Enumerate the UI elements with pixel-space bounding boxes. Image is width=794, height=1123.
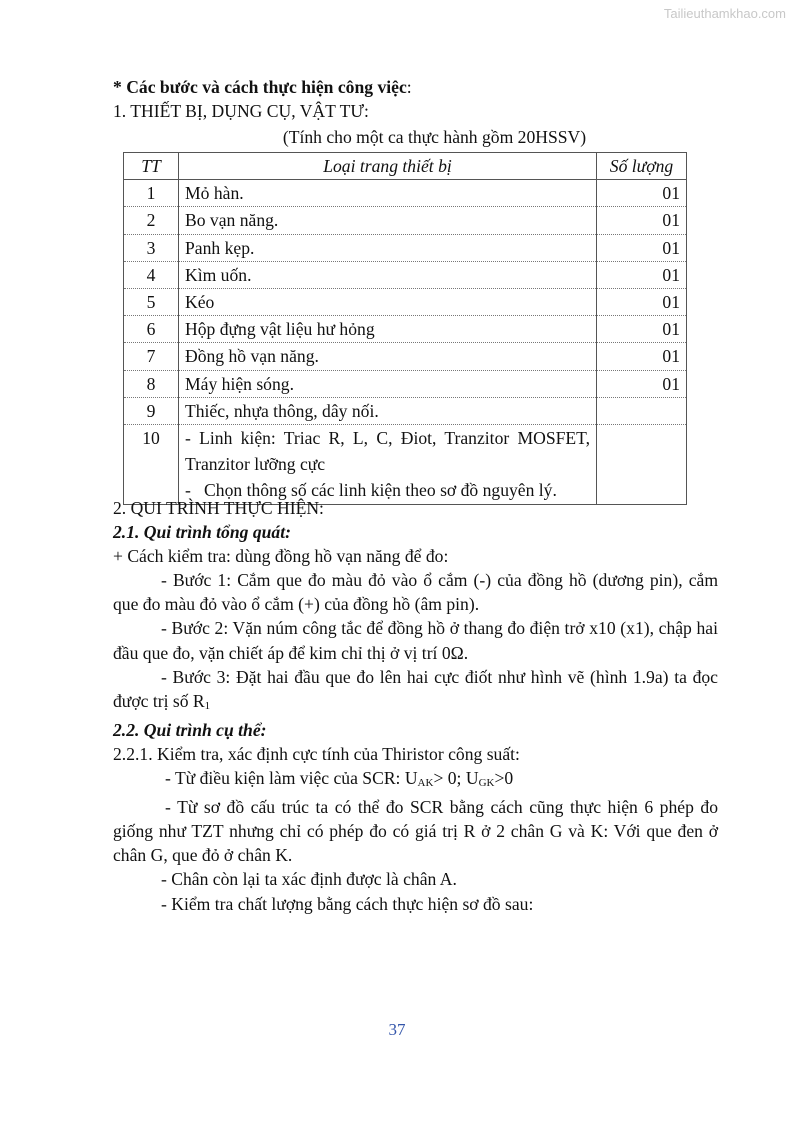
- step-3-sub: 1: [204, 699, 211, 712]
- cell-qty: 01: [597, 261, 687, 288]
- cell-tt: 9: [124, 397, 179, 424]
- table-row: [124, 234, 687, 261]
- table-row: [124, 343, 687, 370]
- scr-condition: - Từ điều kiện làm việc của SCR: $U_{AK}> 0$; $U_{GK}>0$: [165, 768, 514, 790]
- cell-name: Thiếc, nhựa thông, dây nối.: [179, 397, 597, 424]
- table-caption: (Tính cho một ca thực hành gồm 20HSSV): [282, 127, 587, 148]
- scr-paragraph: - Từ sơ đồ cấu trúc ta có thể đo SCR bằng cách cũng thực hiện 6 phép đo giống như TZT nhưng chỉ có phép đo có giá trị R ở 2 chân G và K: Với que đen ở chân G, que đỏ ở chân K.: [113, 797, 718, 866]
- watermark: Tailieuthamkhao.com: [663, 6, 786, 21]
- row10-line1: - Linh kiện: Triac R, L, C, Điot, Tranzitor MOSFET, Tranzitor lưỡng cực: [185, 428, 590, 475]
- cell-tt: 7: [124, 343, 179, 370]
- step-3: [113, 665, 718, 718]
- table-row: [124, 397, 687, 424]
- s21-title: 2.1. Qui trình tổng quát:: [113, 522, 291, 543]
- page-number: 37: [388, 1020, 406, 1039]
- cell-name: Panh kẹp.: [179, 234, 597, 261]
- table-row: [124, 370, 687, 397]
- table-header: [124, 153, 687, 180]
- cell-name: Đồng hồ vạn năng.: [179, 343, 597, 370]
- table-row: [124, 425, 687, 505]
- cell-qty: 01: [597, 343, 687, 370]
- cell-name: [179, 425, 597, 505]
- row10-line2: - Chọn thông số các linh kiện theo sơ đồ nguyên lý.: [185, 480, 557, 501]
- cell-tt: 2: [124, 207, 179, 234]
- cell-tt: 8: [124, 370, 179, 397]
- s21-intro: + Cách kiểm tra: dùng đồng hồ vạn năng để đo:: [113, 546, 449, 567]
- quality-check-paragraph: - Kiểm tra chất lượng bằng cách thực hiện sơ đồ sau:: [161, 893, 534, 914]
- cell-name: Kìm uốn.: [179, 261, 597, 288]
- section1-title: 1. THIẾT BỊ, DỤNG CỤ, VẬT TƯ:: [113, 101, 369, 122]
- cell-name: Mỏ hàn.: [179, 180, 597, 207]
- section2-title: 2. QUI TRÌNH THỰC HIỆN:: [113, 498, 324, 518]
- s221-title: 2.2.1. Kiểm tra, xác định cực tính của Thiristor công suất:: [113, 743, 520, 764]
- cell-qty: 01: [597, 180, 687, 207]
- cell-tt: 3: [124, 234, 179, 261]
- header-qty: Số lượng: [597, 153, 687, 180]
- heading-colon: :: [406, 77, 412, 97]
- table-row: [124, 261, 687, 288]
- cell-name: Bo vạn năng.: [179, 207, 597, 234]
- step-2: - Bước 2: Vặn núm công tắc để đồng hồ ở thang đo điện trở x10 (x1), chập hai đầu que đo, vặn chiết áp để kim chỉ thị ở vị trí 0Ω.: [113, 618, 718, 663]
- table-row: [124, 207, 687, 234]
- cell-qty: 01: [597, 316, 687, 343]
- cell-name: Máy hiện sóng.: [179, 370, 597, 397]
- section-header: [113, 75, 718, 149]
- cell-qty: [597, 425, 687, 505]
- header-name: Loại trang thiết bị: [179, 153, 597, 180]
- header-tt: TT: [124, 153, 179, 180]
- cell-qty: 01: [597, 370, 687, 397]
- cell-qty: 01: [597, 234, 687, 261]
- heading: * Các bước và cách thực hiện công việc: [113, 77, 407, 97]
- cell-name: Hộp đựng vật liệu hư hỏng: [179, 316, 597, 343]
- cell-qty: 01: [597, 289, 687, 316]
- cell-qty: [597, 397, 687, 424]
- pin-a-paragraph: - Chân còn lại ta xác định được là chân A.: [161, 869, 457, 890]
- cell-tt: 10: [124, 425, 179, 505]
- step-3-text: - Bước 3: Đặt hai đầu que đo lên hai cực điốt như hình vẽ (hình 1.9a) ta đọc được trị số R: [113, 666, 718, 711]
- s22-title: 2.2. Qui trình cụ thể:: [113, 719, 267, 740]
- equipment-table: [123, 152, 687, 505]
- cell-tt: 6: [124, 316, 179, 343]
- cell-tt: 1: [124, 180, 179, 207]
- table-row: [124, 289, 687, 316]
- cell-name: Kéo: [179, 289, 597, 316]
- step-1: - Bước 1: Cắm que đo màu đỏ vào ổ cắm (-) của đồng hồ (dương pin), cắm que đo màu đỏ vào ổ cắm (+) của đồng hồ (âm pin).: [113, 570, 718, 615]
- cell-qty: 01: [597, 207, 687, 234]
- table-row: [124, 316, 687, 343]
- procedure: [113, 496, 718, 916]
- cell-tt: 5: [124, 289, 179, 316]
- table-row: [124, 180, 687, 207]
- cell-tt: 4: [124, 261, 179, 288]
